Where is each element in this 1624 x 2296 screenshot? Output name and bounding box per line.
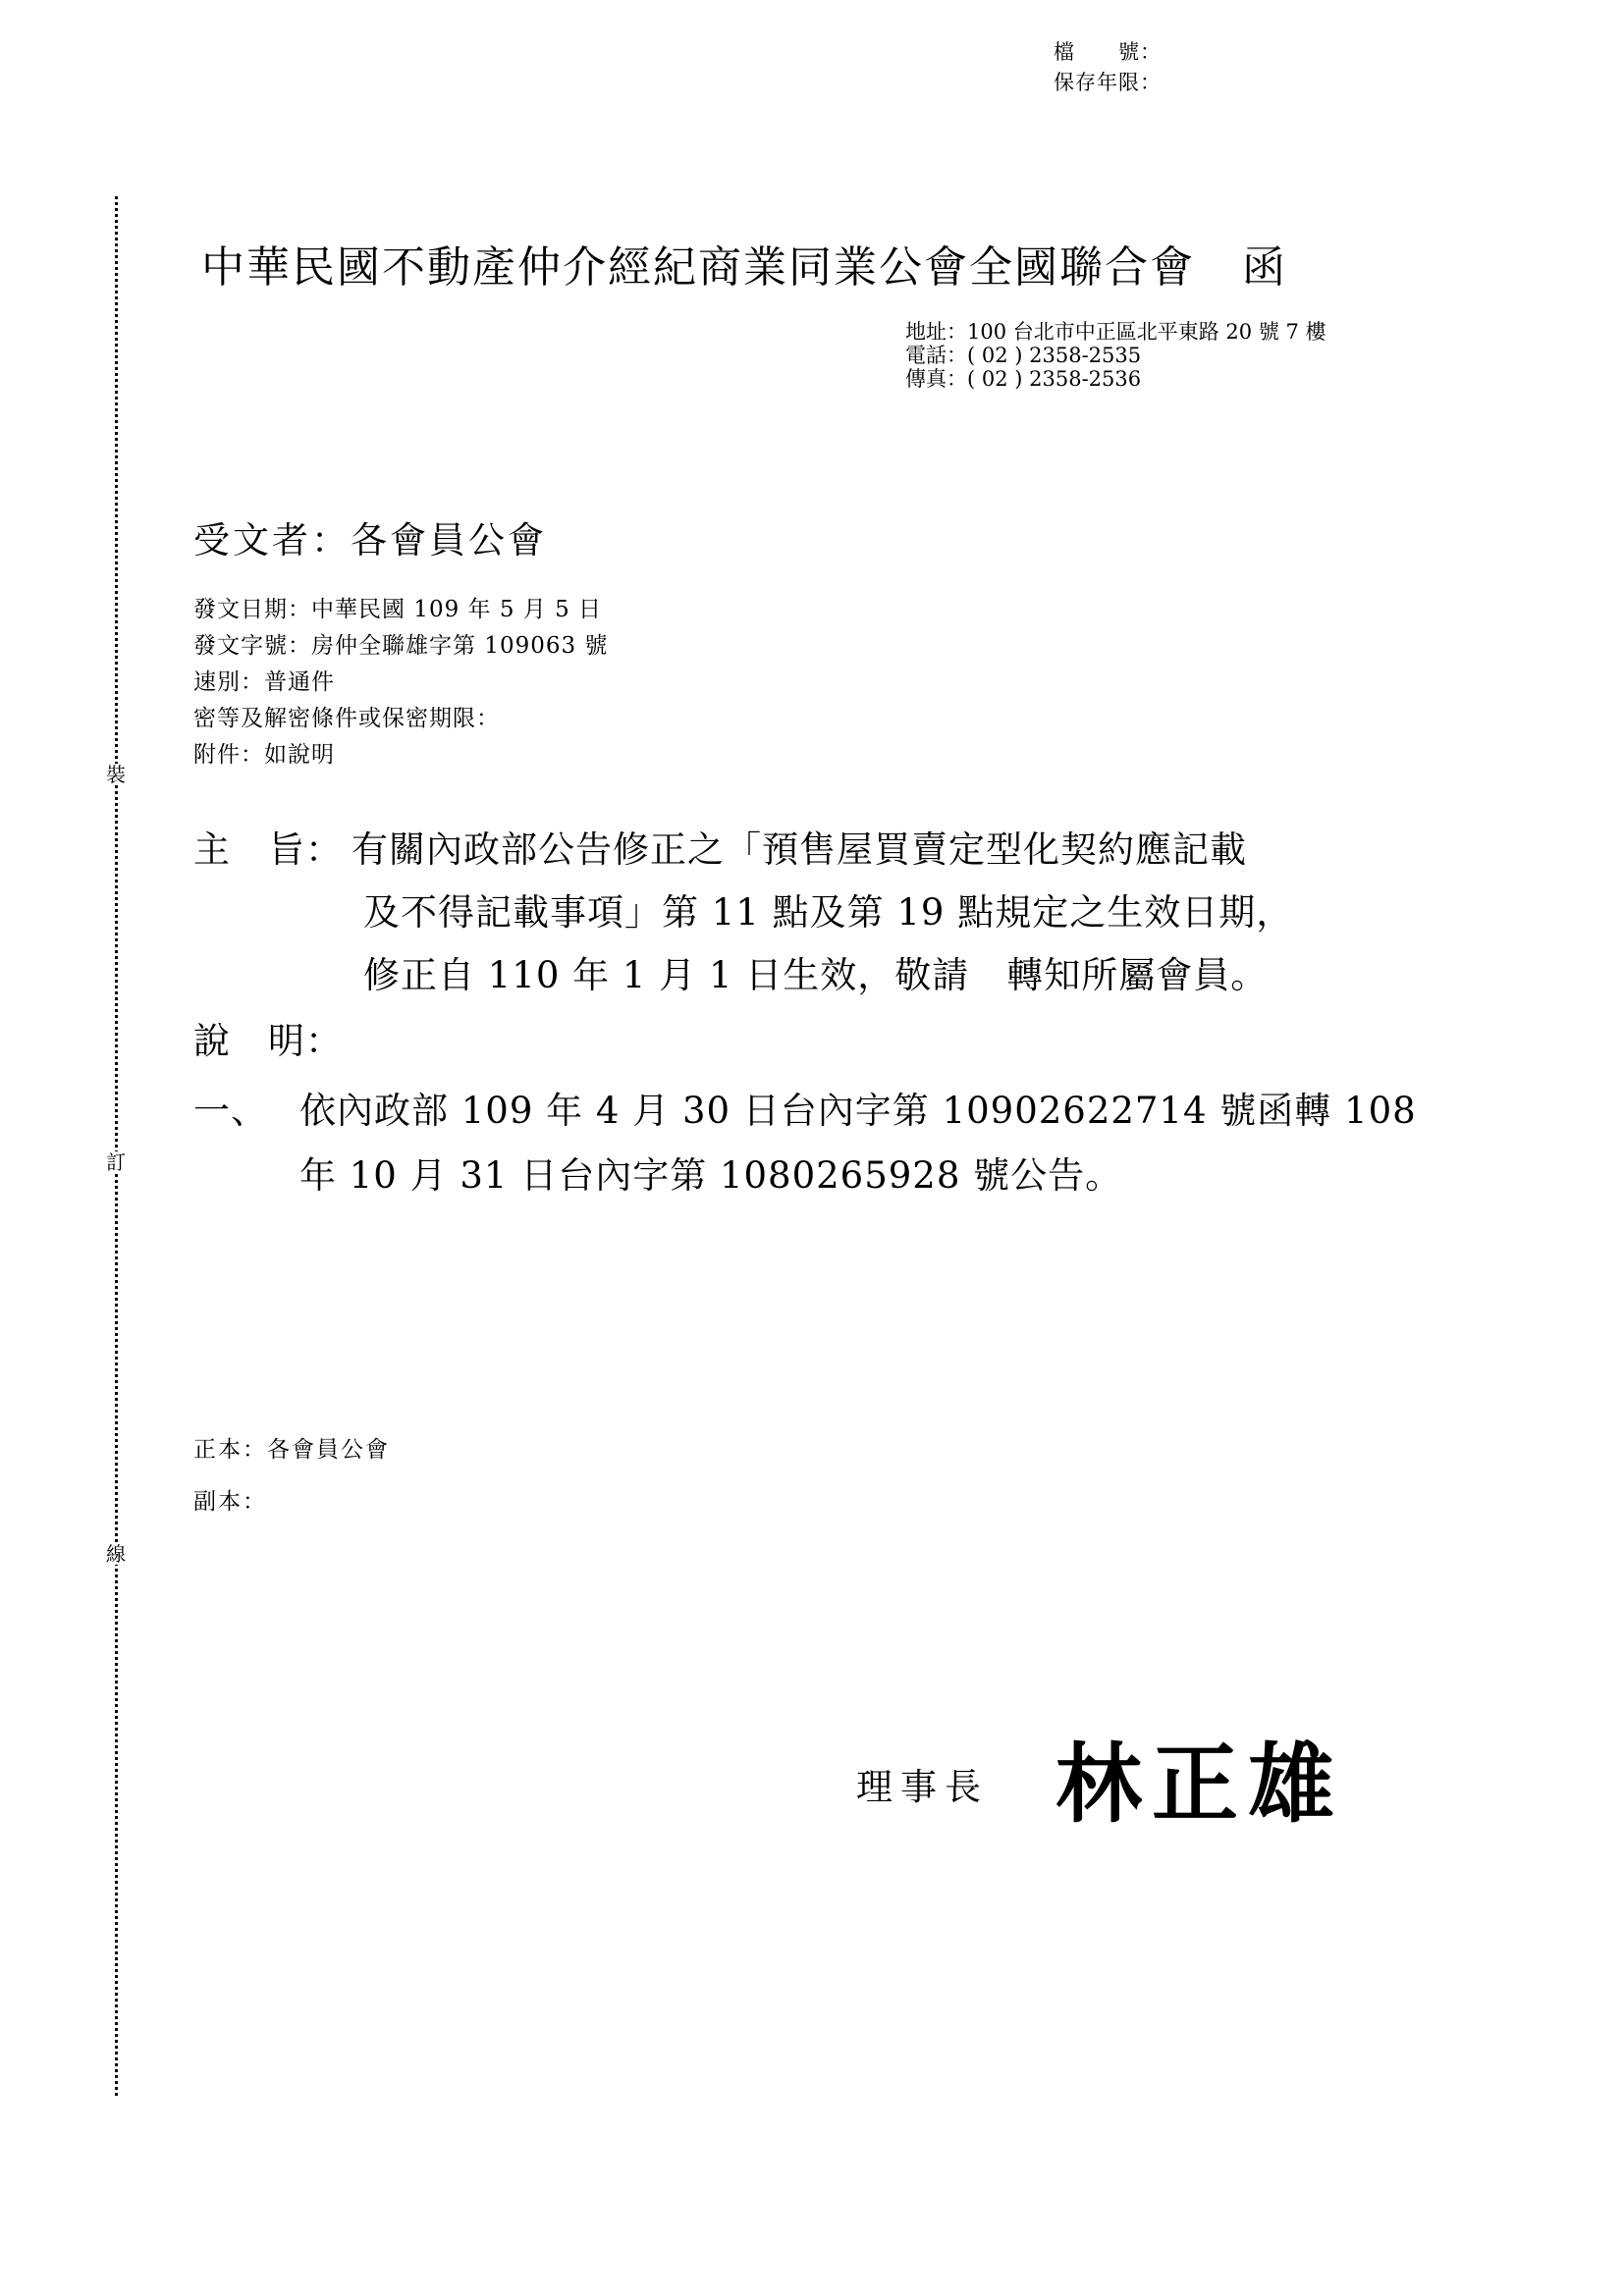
binding-line <box>115 196 118 2096</box>
explanation-item-marker: 一、 <box>193 1090 268 1132</box>
signatory-name: 林正雄 <box>1056 1734 1345 1835</box>
explanation-item-line-2: 年 10 月 31 日台內字第 1080265928 號公告。 <box>299 1154 1123 1197</box>
address: 地址：100 台北市中正區北平東路 20 號 7 樓 <box>905 320 1326 344</box>
recipient-line <box>193 510 547 563</box>
document-title <box>201 232 1287 294</box>
binding-char-ding: 訂 <box>102 1151 130 1173</box>
subject-line-3: 修正自 110 年 1 月 1 日生效，敬請 轉知所屬會員。 <box>363 954 1269 996</box>
issue-date: 發文日期：中華民國 109 年 5 月 5 日 <box>193 597 603 622</box>
recipient-label: 受文者： <box>193 519 351 561</box>
document-type: 函 <box>1242 242 1287 293</box>
organization-name: 中華民國不動產仲介經紀商業同業公會全國聯合會 <box>201 242 1195 293</box>
explanation-label: 說 明： <box>193 1020 343 1062</box>
retention-period-label: 保存年限： <box>1054 71 1162 94</box>
subject-line-2: 及不得記載事項」第 11 點及第 19 點規定之生效日期， <box>363 891 1294 934</box>
classification: 密等及解密條件或保密期限： <box>193 706 500 731</box>
signatory-title: 理事長 <box>856 1766 989 1808</box>
original-recipients: 正本：各會員公會 <box>193 1437 390 1463</box>
phone: 電話：( 02 ) 2358-2535 <box>905 344 1142 367</box>
binding-char-xian: 線 <box>102 1543 130 1565</box>
subject-line-1: 有關內政部公告修正之「預售屋買賣定型化契約應記載 <box>352 828 1247 871</box>
attachment: 附件：如說明 <box>193 742 335 768</box>
urgency: 速別：普通件 <box>193 669 335 695</box>
issue-number: 發文字號：房仲全聯雄字第 109063 號 <box>193 633 609 659</box>
file-number-label: 檔 號： <box>1054 40 1162 64</box>
copy-recipients: 副本： <box>193 1489 267 1515</box>
fax: 傳真：( 02 ) 2358-2536 <box>905 367 1142 391</box>
recipient-value: 各會員公會 <box>351 519 547 561</box>
binding-char-zhuang: 裝 <box>102 764 130 785</box>
explanation-item-line-1: 依內政部 109 年 4 月 30 日台內字第 10902622714 號函轉 108 <box>299 1090 1417 1132</box>
subject-label: 主 旨： <box>193 828 343 871</box>
